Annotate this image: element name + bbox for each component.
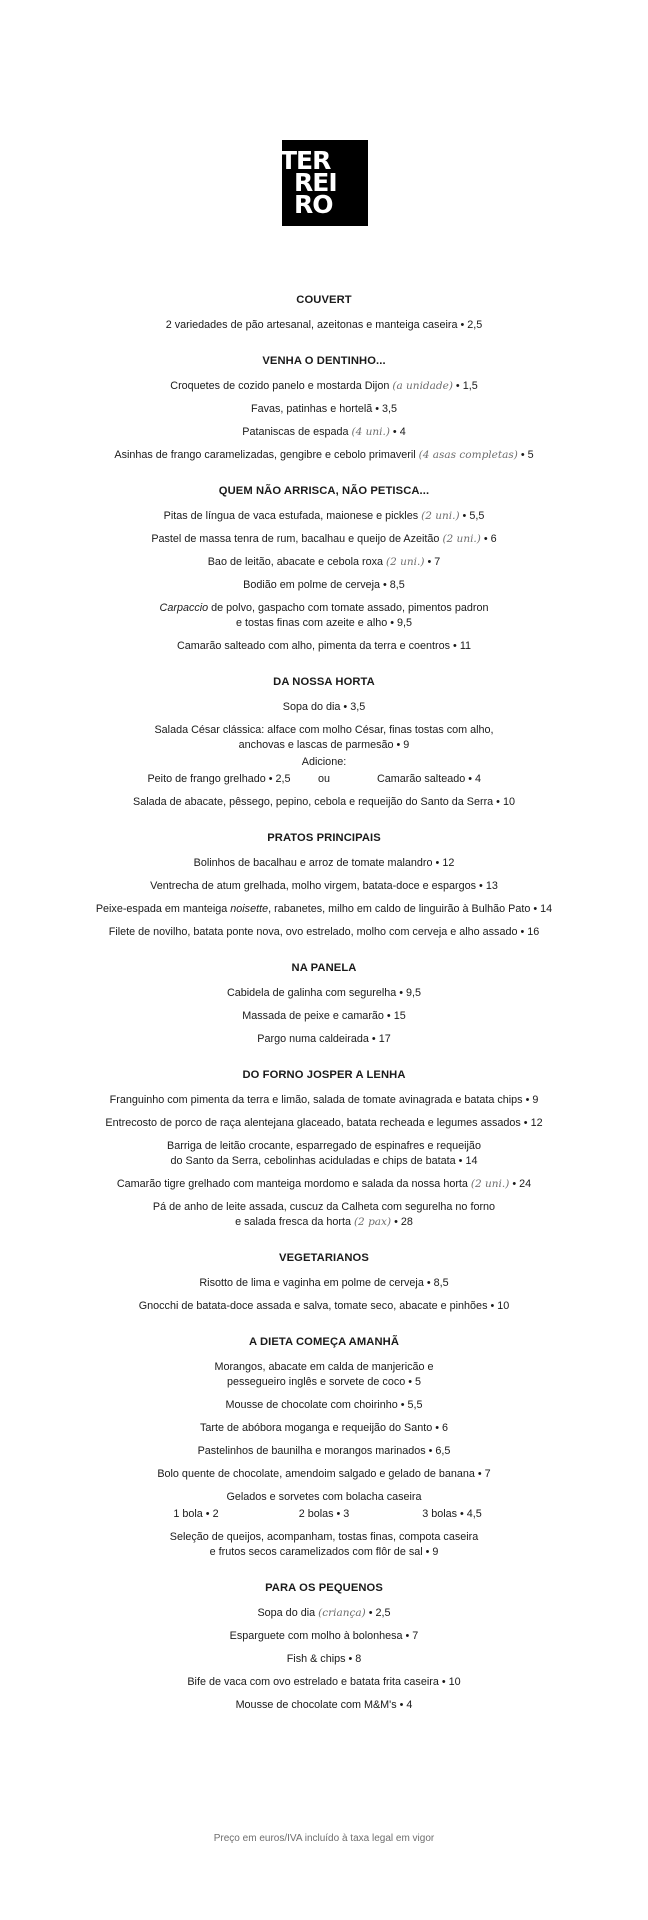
item-text: Camarão salteado com alho, pimenta da terra e coentros • 11: [176, 640, 472, 652]
item-text: Risotto de lima e vaginha em polme de cerveja • 8,5: [199, 1277, 449, 1289]
menu-item: [0, 1444, 648, 1459]
add-label: Adicione:: [301, 756, 347, 768]
item-price: • 5,5: [459, 510, 485, 522]
menu-body: [0, 294, 648, 1735]
item-text: Peixe-espada em manteiga: [95, 903, 231, 915]
menu-item: [0, 1276, 648, 1291]
section-dentinho: [0, 355, 648, 463]
item-text-line2: e salada fresca da horta: [235, 1216, 354, 1228]
item-text: Favas, patinhas e hortelã • 3,5: [250, 403, 398, 415]
menu-item: [0, 1093, 648, 1108]
section-pequenos: [0, 1582, 648, 1713]
item-price: • 6: [480, 533, 497, 545]
item-price: • 24: [509, 1178, 532, 1190]
item-text: Asinhas de frango caramelizadas, gengibre e cebolo primaveril: [114, 449, 419, 461]
menu-item: [0, 318, 648, 333]
item-text: Salada César clássica: alface com molho César, finas tostas com alho,: [154, 724, 494, 736]
item-text-line2: e frutos secos caramelizados com flôr de sal • 9: [209, 1546, 439, 1558]
scoop-option-3: 3 bolas • 4,5: [422, 1508, 482, 1520]
item-text: Seleção de queijos, acompanham, tostas finas, compota caseira: [169, 1531, 479, 1543]
menu-item: [0, 1421, 648, 1436]
item-text: Pitas de língua de vaca estufada, maionese e pickles: [163, 510, 422, 522]
section-title: DO FORNO JOSPER A LENHA: [242, 1069, 406, 1081]
menu-item: [0, 1629, 648, 1644]
item-text-rest: , rabanetes, milho em caldo de linguirão à Bulhão Pato • 14: [268, 903, 553, 915]
scoop-option-2: 2 bolas • 3: [298, 1508, 350, 1520]
logo-line-3: RO: [294, 190, 333, 219]
section-forno: [0, 1069, 648, 1230]
menu-item: [0, 402, 648, 417]
item-text: Camarão tigre grelhado com manteiga mordomo e salada da nossa horta: [116, 1178, 471, 1190]
menu-item: [0, 1009, 648, 1024]
price-footnote: Preço em euros/IVA incluído à taxa legal em vigor: [213, 1833, 435, 1844]
menu-item: [0, 1530, 648, 1560]
scoop-option-1: 1 bola • 2: [173, 1508, 219, 1520]
item-text: Cabidela de galinha com segurelha • 9,5: [226, 987, 422, 999]
section-title: PARA OS PEQUENOS: [265, 1582, 383, 1594]
item-text-line2: e tostas finas com azeite e alho • 9,5: [235, 617, 413, 629]
item-text-line2: pessegueiro inglês e sorvete de coco • 5: [226, 1376, 422, 1388]
item-note: (2 uni.): [421, 510, 460, 522]
menu-item: [0, 639, 648, 654]
item-text: Esparguete com molho à bolonhesa • 7: [229, 1630, 419, 1642]
item-price: • 7: [424, 556, 441, 568]
section-title: VEGETARIANOS: [279, 1252, 369, 1264]
section-panela: [0, 962, 648, 1047]
item-note: (2 uni.): [470, 1178, 510, 1190]
menu-item: [0, 1606, 648, 1621]
menu-item: [0, 856, 648, 871]
item-text: Pastelinhos de baunilha e morangos marinados • 6,5: [197, 1445, 451, 1457]
item-text: Barriga de leitão crocante, esparregado de espinafres e requeijão: [167, 1140, 481, 1152]
item-text: Fish & chips • 8: [286, 1653, 362, 1665]
item-text: de polvo, gaspacho com tomate assado, pimentos padron: [208, 602, 489, 614]
menu-item: [0, 1652, 648, 1667]
menu-item: [0, 1116, 648, 1131]
menu-item: [0, 1467, 648, 1482]
item-note: (a unidade): [392, 380, 453, 392]
item-text: Salada de abacate, pêssego, pepino, cebola e requeijão do Santo da Serra • 10: [133, 796, 515, 808]
item-text: Mousse de chocolate com choirinho • 5,5: [225, 1399, 423, 1411]
menu-item: [0, 986, 648, 1001]
item-price: • 5: [517, 449, 534, 461]
item-text: Sopa do dia • 3,5: [282, 701, 366, 713]
item-text: Bolo quente de chocolate, amendoim salgado e gelado de banana • 7: [157, 1468, 491, 1480]
item-text: Entrecosto de porco de raça alentejana glaceado, batata recheada e legumes assados • 12: [105, 1117, 543, 1129]
menu-item: [0, 1032, 648, 1047]
menu-item: [0, 1398, 648, 1413]
menu-item: [0, 379, 648, 394]
section-title: VENHA O DENTINHO...: [262, 355, 386, 367]
item-note: (4 asas completas): [418, 449, 518, 461]
menu-item: [0, 448, 648, 463]
item-text: Franguinho com pimenta da terra e limão, salada de tomate avinagrada e batata chips • 9: [109, 1094, 539, 1106]
menu-item: [0, 601, 648, 631]
item-text: Pargo numa caldeirada • 17: [257, 1033, 391, 1045]
add-option-camarao: Camarão salteado • 4: [376, 773, 481, 785]
item-note: (4 uni.): [351, 426, 390, 438]
logo-line-2: REI: [294, 168, 337, 197]
item-text: Sopa do dia: [257, 1607, 319, 1619]
item-note: (2 uni.): [442, 533, 481, 545]
menu-item: [0, 1675, 648, 1690]
section-title: COUVERT: [296, 294, 352, 306]
section-couvert: [0, 294, 648, 333]
logo-line-1: TER: [280, 146, 331, 175]
item-note: (2 pax): [353, 1216, 392, 1228]
section-dieta: [0, 1336, 648, 1560]
menu-item: [0, 425, 648, 440]
item-text: 2 variedades de pão artesanal, azeitonas e manteiga caseira • 2,5: [165, 319, 483, 331]
item-text: Mousse de chocolate com M&M's • 4: [235, 1699, 413, 1711]
section-arrisca: [0, 485, 648, 654]
section-title: PRATOS PRINCIPAIS: [267, 832, 381, 844]
menu-item: [0, 509, 648, 524]
menu-item: [0, 879, 648, 894]
item-text: Bife de vaca com ovo estrelado e batata frita caseira • 10: [187, 1676, 461, 1688]
menu-item: [0, 723, 648, 753]
item-price: • 1,5: [452, 380, 478, 392]
item-text: Pataniscas de espada: [242, 426, 352, 438]
item-price: • 28: [391, 1216, 413, 1228]
section-horta: [0, 676, 648, 810]
terreiro-logo: [282, 140, 368, 226]
section-title: NA PANELA: [291, 962, 357, 974]
item-note: (2 uni.): [386, 556, 425, 568]
menu-item: [0, 1698, 648, 1713]
item-text: Pastel de massa tenra de rum, bacalhau e queijo de Azeitão: [151, 533, 443, 545]
item-text: Ventrecha de atum grelhada, molho virgem, batata-doce e espargos • 13: [150, 880, 498, 892]
item-text: Pá de anho de leite assada, cuscuz da Calheta com segurelha no forno: [152, 1201, 496, 1213]
item-text: Tarte de abóbora moganga e requeijão do Santo • 6: [199, 1422, 449, 1434]
section-title: A DIETA COMEÇA AMANHÃ: [248, 1336, 399, 1348]
section-title: QUEM NÃO ARRISCA, NÃO PETISCA...: [218, 485, 430, 497]
item-price: • 4: [389, 426, 406, 438]
item-text: Croquetes de cozido panelo e mostarda Dijon: [170, 380, 393, 392]
add-or: ou: [317, 773, 330, 785]
menu-item: [0, 1360, 648, 1390]
item-price: • 2,5: [365, 1607, 391, 1619]
item-text: Bodião em polme de cerveja • 8,5: [243, 579, 405, 591]
scoop-options: [0, 1507, 648, 1522]
menu-item: [0, 532, 648, 547]
menu-item: [0, 1177, 648, 1192]
menu-item: [0, 795, 648, 810]
add-option-frango: Peito de frango grelhado • 2,5: [147, 773, 291, 785]
menu-item: [0, 1200, 648, 1230]
menu-item: [0, 555, 648, 570]
item-text: Massada de peixe e camarão • 15: [242, 1010, 406, 1022]
item-text: Bao de leitão, abacate e cebola roxa: [207, 556, 387, 568]
item-note: (criança): [318, 1607, 366, 1619]
item-text-line2: do Santo da Serra, cebolinhas aciduladas e chips de batata • 14: [170, 1155, 478, 1167]
item-text: Morangos, abacate em calda de manjericão e: [214, 1361, 434, 1373]
section-title: DA NOSSA HORTA: [273, 676, 375, 688]
item-text: Bolinhos de bacalhau e arroz de tomate malandro • 12: [193, 857, 455, 869]
menu-item: [0, 700, 648, 715]
menu-item: [0, 1139, 648, 1169]
menu-item: [0, 925, 648, 940]
item-emphasis: Carpaccio: [159, 602, 209, 614]
menu-item: [0, 1299, 648, 1314]
item-text: Gnocchi de batata-doce assada e salva, tomate seco, abacate e pinhões • 10: [138, 1300, 510, 1312]
menu-item: [0, 578, 648, 593]
menu-item: [0, 1490, 648, 1505]
item-text: Gelados e sorvetes com bolacha caseira: [226, 1491, 422, 1503]
item-text-line2: anchovas e lascas de parmesão • 9: [238, 739, 410, 751]
menu-item: [0, 902, 648, 917]
section-principais: [0, 832, 648, 940]
section-vegetarianos: [0, 1252, 648, 1314]
item-emphasis: noisette: [230, 903, 269, 915]
add-options: [0, 772, 648, 787]
item-text: Filete de novilho, batata ponte nova, ovo estrelado, molho com cerveja e alho assado • 16: [108, 926, 540, 938]
